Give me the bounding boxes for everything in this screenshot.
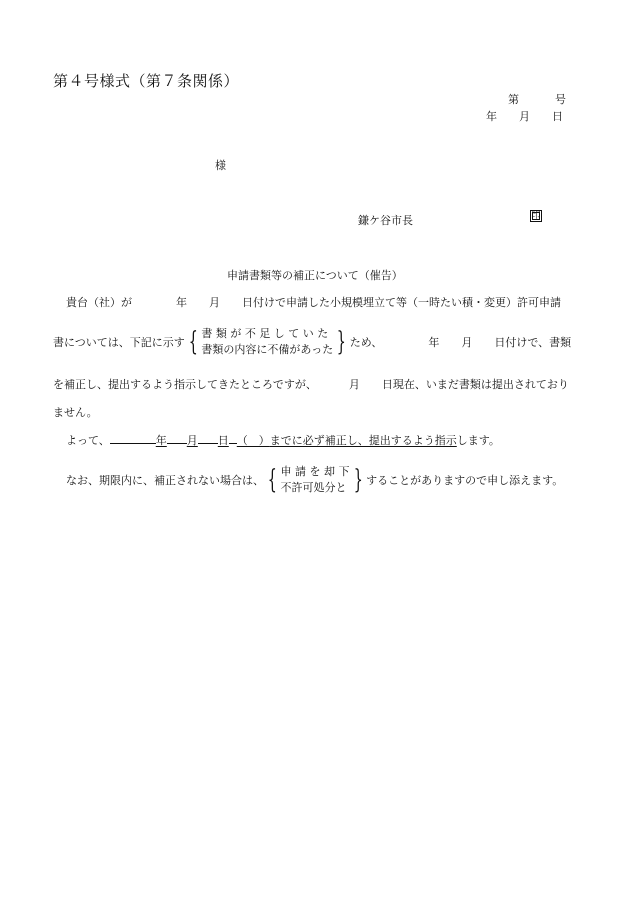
date-year: 年 — [486, 110, 497, 123]
addressee-honorific: 様 — [215, 159, 226, 172]
body-line-3: を補正し、提出するよう指示してきたところですが、 月 日現在、いまだ書類は提出されており — [53, 378, 569, 391]
body-line-2: 書については、下記に示す { 書 類 が 不 足 し て い た 書類の内容に不備があった } ため、 年 月 日付けで、書類 — [53, 327, 572, 357]
issue-date — [486, 108, 563, 124]
issuer-name: 鎌ケ谷市長 — [358, 214, 413, 227]
doc-number-prefix: 第 — [508, 93, 519, 106]
disposition-choice: { 申 請 を 却 下 不許可処分と } — [267, 465, 363, 495]
body-line-1: 貴台（社）が 年 月 日付けで申請した小規模埋立て等（一時たい積・変更）許可申請 — [66, 296, 561, 309]
doc-number-suffix: 号 — [555, 93, 566, 106]
deficiency-choice: { 書 類 が 不 足 し て い た 書類の内容に不備があった } — [188, 327, 347, 357]
document-number — [508, 91, 566, 107]
deadline-line: よって、 年 月 日 （ ）までに必ず補正し、提出するよう指示します。 — [66, 434, 500, 447]
date-day: 日 — [552, 110, 563, 123]
body-line-4: ません。 — [53, 406, 98, 419]
document-subject: 申請書類等の補正について（催告） — [227, 269, 403, 282]
date-month: 月 — [519, 110, 530, 123]
seal-mark: 印 — [531, 211, 541, 221]
form-title: 第４号様式（第７条関係） — [53, 72, 240, 90]
consequence-line: なお、期限内に、補正されない場合は、 { 申 請 を 却 下 不許可処分と } することがありますので申し添えます。 — [66, 465, 564, 495]
